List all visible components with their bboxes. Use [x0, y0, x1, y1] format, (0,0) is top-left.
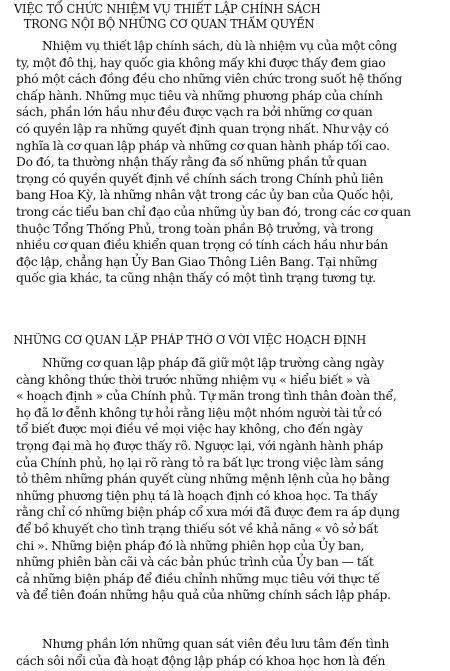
text-line: trong các tiểu ban chỉ đạo của những ủy ban đó, trong các cơ quan [16, 204, 411, 219]
text-line: tổ biết được mọi điều về mọi việc hay không, cho đến ngày [16, 422, 363, 437]
text-line: phó một cách đồng đều cho những viên chức trong suốt hệ thống [16, 72, 402, 87]
text-line: những phiên bàn cãi và các bản phúc trình của Ủy ban — tất [16, 555, 374, 570]
text-line: thuộc Tổng Thống Phủ, trong toàn phần Bộ trưởng, và trong [16, 221, 374, 236]
text-line: tỏ thêm những phán quyết cùng những mệnh lệnh của họ bằng [16, 472, 390, 487]
text-line: sách, phần lớn hầu như đều được vạch ra bởi những cơ quan [16, 105, 373, 120]
text-line: họ đã lơ đễnh không tự hỏi rằng liệu một nhóm người tài tử có [16, 405, 382, 420]
text-line: những phương tiện phụ tá là hoạch định có khoa học. Ta thấy [16, 488, 378, 503]
text-line: chấp hành. Những mục tiêu và những phương pháp của chính [16, 88, 383, 103]
body-paragraph-policy [16, 38, 442, 287]
text-line: bang Hoa Kỳ, là những nhân vật trong các ủy ban của Quốc hội, [16, 188, 394, 203]
text-line: của Chính phủ, họ lại rõ ràng tỏ ra bất lực trong việc làm sáng [16, 455, 384, 470]
text-line: trọng có quyền quyết định về chính sách trong Chính phủ liên [16, 171, 384, 186]
text-line: Những cơ quan lập pháp đã giữ một lập trường càng ngày [42, 356, 384, 370]
text-line: nghĩa là cơ quan lập pháp và những cơ quan hành pháp tối cao. [16, 138, 390, 153]
section-heading-policy-organization [0, 2, 450, 32]
text-line: « hoạch định » của Chính phủ. Tự mãn trong tình thân đoàn thể, [16, 389, 397, 404]
body-paragraph-legislatures [16, 355, 442, 604]
text-line: quốc gia khác, ta cũng nhận thấy có một tình trạng tương tự. [16, 271, 376, 286]
text-line: để bồ khuyết cho tình trạng thiếu sót về khả năng « vô sở bất [16, 521, 379, 536]
text-line: rằng chỉ có những biện pháp cổ xưa mới đã được đem ra áp dụng [16, 505, 400, 520]
text-line: cả những biện pháp để điều chỉnh những mục tiêu với thực tế [16, 571, 380, 586]
heading-line: TRONG NỘI BỘ NHỮNG CƠ QUAN THẨM QUYỀN [23, 17, 315, 31]
text-line: chi ». Những biện pháp đó là những phiên họp của Ủy ban, [16, 538, 365, 553]
text-line: Nhưng phần lớn những quan sát viên đều lưu tâm đến tình [42, 637, 390, 651]
section-heading-legislatures: NHỮNG CƠ QUAN LẬP PHÁP THỜ Ơ VỚI VIỆC HOẠCH ĐỊNH [13, 333, 367, 347]
text-line: nhiều cơ quan điều khiển quan trọng có tính cách hầu như bán [16, 238, 388, 253]
text-line: càng không thức thời trước những nhiệm vụ « hiểu biết » và [16, 372, 370, 387]
text-line: Do đó, ta thường nhận thấy rằng đa số những phần tử quan [16, 155, 367, 170]
text-line: độc lập, chẳng hạn Ủy Ban Giao Thông Liên Bang. Tại những [16, 254, 378, 269]
text-line: Nhiệm vụ thiết lập chính sách, dù là nhiệm vụ của một công [42, 39, 398, 53]
text-line: và để tiên đoán những hậu quả của những chính sách lập pháp. [16, 588, 391, 603]
text-line: trọng đại mà họ được thấy rõ. Ngược lại, với ngành hành pháp [16, 438, 384, 453]
text-line: ty, một đô thị, hay quốc gia không mấy khi được thấy đem giao [16, 55, 386, 70]
heading-line: VIỆC TỔ CHỨC NHIỆM VỤ THIẾT LẬP CHÍNH SÁCH [14, 2, 321, 16]
text-line: cách sôi nổi của đà hoạt động lập pháp có khoa học hơn là đến [16, 653, 386, 668]
body-paragraph-observers [16, 636, 442, 669]
text-line: có quyền lập ra những quyết định quan trọng nhất. Như vậy có [16, 121, 389, 136]
